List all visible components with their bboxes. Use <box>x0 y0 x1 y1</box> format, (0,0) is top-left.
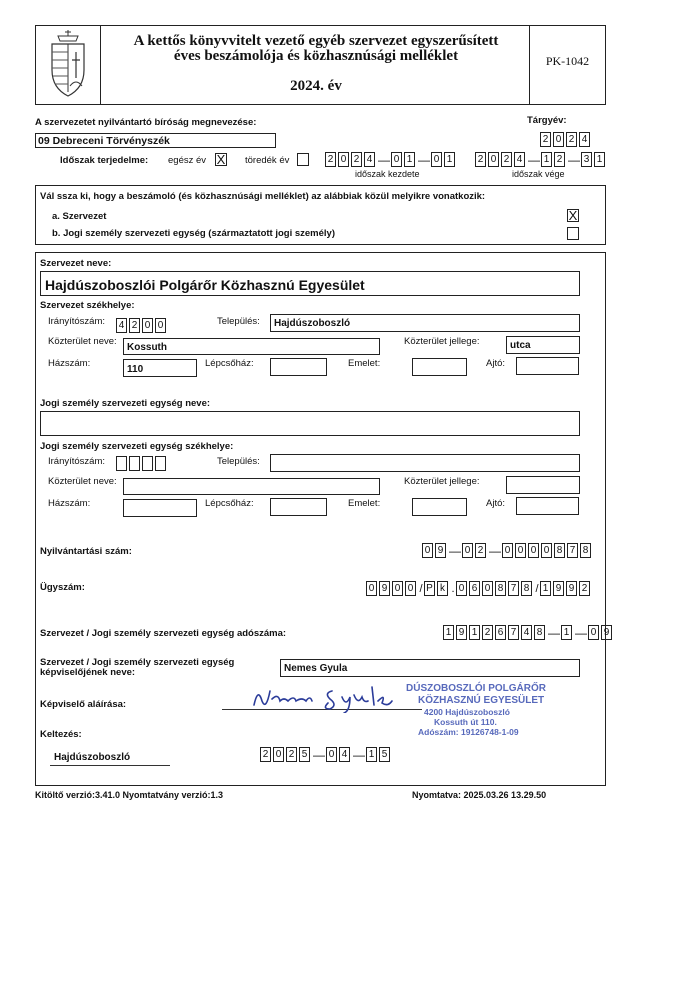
period-end-date[interactable] <box>475 152 607 167</box>
digit-cell: 0 <box>553 132 564 147</box>
print-footer: Nyomtatva: 2025.03.26 13.29.50 <box>412 790 547 800</box>
org-stair-field[interactable] <box>270 358 327 376</box>
digit-cell: 2 <box>129 318 140 333</box>
separator: / <box>419 582 423 595</box>
unit-name-field[interactable] <box>40 411 580 436</box>
org-name-field[interactable] <box>40 271 580 296</box>
digit-cell: 1 <box>561 625 572 640</box>
digit-cell: 0 <box>462 543 473 558</box>
dash-separator: — <box>528 152 540 167</box>
digit-cell: 2 <box>260 747 271 762</box>
unit-stair-field[interactable] <box>270 498 327 516</box>
digit-cell: 0 <box>456 581 467 596</box>
unit-seat-label: Jogi személy szervezeti egység székhelye: <box>40 441 234 452</box>
unit-name-label: Jogi személy szervezeti egység neve: <box>40 398 211 409</box>
representative-name-value: Nemes Gyula <box>284 663 348 674</box>
digit-cell: 9 <box>379 581 390 596</box>
dated-label: Keltezés: <box>40 729 82 740</box>
court-label: A szervezetet nyilvántartó bíróság megnevezése: <box>35 117 257 128</box>
digit-cell: 9 <box>456 625 467 640</box>
digit-cell: 4 <box>514 152 525 167</box>
digit-cell: 0 <box>326 747 337 762</box>
digit-cell: 1 <box>540 581 551 596</box>
digit-cell: 2 <box>475 152 486 167</box>
separator: . <box>451 582 455 595</box>
unit-zip-digits[interactable] <box>116 456 168 471</box>
unit-stair-label: Lépcsőház: <box>205 498 254 509</box>
org-name-value: Hajdúszoboszlói Polgárőr Közhasznú Egyesület <box>45 277 365 293</box>
representative-label-line2: képviselőjének neve: <box>40 667 136 678</box>
digit-cell: 6 <box>495 625 506 640</box>
digit-cell: 4 <box>579 132 590 147</box>
full-year-checkbox[interactable]: X <box>216 152 226 167</box>
org-house-label: Házszám: <box>48 358 91 369</box>
stamp-line3: 4200 Hajdúszoboszló <box>424 707 510 717</box>
digit-cell: 2 <box>482 625 493 640</box>
org-door-label: Ajtó: <box>486 358 506 369</box>
full-year-label: egész év <box>168 155 207 166</box>
unit-street-type-label: Közterület jellege: <box>404 476 480 487</box>
digit-cell: 2 <box>325 152 336 167</box>
org-street-type-label: Közterület jellege: <box>404 336 480 347</box>
digit-cell: 1 <box>541 152 552 167</box>
org-street-value: Kossuth <box>127 342 167 353</box>
unit-door-field[interactable] <box>516 497 579 515</box>
org-zip-digits[interactable] <box>116 318 168 333</box>
org-seat-label: Szervezet székhelye: <box>40 300 135 311</box>
digit-cell: 9 <box>553 581 564 596</box>
dash-separator: — <box>548 625 560 640</box>
org-street-type-field[interactable] <box>506 336 580 354</box>
option-b-label: b. Jogi személy szervezeti egység (származtatott jogi személy) <box>52 228 335 239</box>
dated-place: Hajdúszoboszló <box>54 752 131 763</box>
partial-year-checkbox[interactable] <box>297 153 309 166</box>
digit-cell: 2 <box>286 747 297 762</box>
org-city-label: Település: <box>217 316 260 327</box>
digit-cell: 2 <box>540 132 551 147</box>
dash-separator: — <box>449 543 461 558</box>
digit-cell <box>142 456 153 471</box>
digit-cell <box>155 456 166 471</box>
digit-cell: 0 <box>392 581 403 596</box>
digit-cell: 0 <box>528 543 539 558</box>
period-label: Időszak terjedelme: <box>60 155 149 166</box>
case-number-label: Ügyszám: <box>40 582 85 593</box>
selection-box <box>35 185 606 245</box>
org-city-field[interactable] <box>270 314 580 332</box>
digit-cell: 9 <box>601 625 612 640</box>
unit-city-label: Település: <box>217 456 260 467</box>
digit-cell: 2 <box>579 581 590 596</box>
digit-cell: 1 <box>366 747 377 762</box>
org-street-field[interactable] <box>123 338 380 355</box>
unit-house-field[interactable] <box>123 499 197 517</box>
digit-cell: 0 <box>405 581 416 596</box>
dash-separator: — <box>418 152 430 167</box>
target-year-label: Tárgyév: <box>527 115 567 126</box>
partial-year-label: töredék év <box>245 155 290 166</box>
organization-stamp <box>388 683 588 743</box>
digit-cell: 7 <box>567 543 578 558</box>
digit-cell: 0 <box>515 543 526 558</box>
unit-city-field[interactable] <box>270 454 580 472</box>
org-floor-label: Emelet: <box>348 358 381 369</box>
digit-cell: 2 <box>566 132 577 147</box>
digit-cell: 6 <box>469 581 480 596</box>
case-number[interactable] <box>366 581 592 596</box>
option-b-checkbox[interactable] <box>567 227 579 240</box>
digit-cell: 0 <box>391 152 402 167</box>
digit-cell: 5 <box>379 747 390 762</box>
digit-cell <box>129 456 140 471</box>
option-a-checkbox[interactable]: X <box>568 208 578 223</box>
form-year: 2024. év <box>290 78 342 94</box>
digit-cell: 0 <box>273 747 284 762</box>
form-title-line1: A kettős könyvvitelt vezető egyéb szervezet egyszerűsített <box>133 33 499 49</box>
org-name-label: Szervezet neve: <box>40 258 112 269</box>
court-value: 09 Debreceni Törvényszék <box>38 135 170 147</box>
digit-cell: 0 <box>155 318 166 333</box>
org-house-field[interactable] <box>123 359 197 377</box>
digit-cell: 2 <box>501 152 512 167</box>
digit-cell: 0 <box>502 543 513 558</box>
form-title-line2: éves beszámolója és közhasznúsági melléklet <box>173 48 459 64</box>
digit-cell: 1 <box>594 152 605 167</box>
unit-floor-field[interactable] <box>412 498 467 516</box>
dash-separator: — <box>489 543 501 558</box>
option-a-label: a. Szervezet <box>52 211 107 222</box>
target-year-digits[interactable] <box>540 132 592 147</box>
stamp-line5: Adószám: 19126748-1-09 <box>418 727 519 737</box>
stamp-line2: KÖZHASZNÚ EGYESÜLET <box>418 695 545 706</box>
period-start-date[interactable] <box>325 152 457 167</box>
digit-cell: k <box>437 581 448 596</box>
org-street-type-value: utca <box>510 340 531 351</box>
version-footer: Kitöltő verzió:3.41.0 Nyomtatvány verzió:1.3 <box>35 790 224 800</box>
org-city-value: Hajdúszoboszló <box>274 318 351 329</box>
tax-number[interactable] <box>443 625 614 640</box>
org-floor-field[interactable] <box>412 358 467 376</box>
separator: / <box>535 582 539 595</box>
digit-cell: 1 <box>469 625 480 640</box>
header-box <box>35 25 606 105</box>
digit-cell: 0 <box>541 543 552 558</box>
digit-cell: 0 <box>338 152 349 167</box>
digit-cell: 7 <box>508 581 519 596</box>
representative-label-line1: Szervezet / Jogi személy szervezeti egység <box>40 657 235 668</box>
registration-label: Nyilvántartási szám: <box>40 546 132 557</box>
digit-cell: 8 <box>495 581 506 596</box>
tax-number-label: Szervezet / Jogi személy szervezeti egység adószáma: <box>40 628 287 639</box>
digit-cell: 8 <box>534 625 545 640</box>
unit-street-type-field[interactable] <box>506 476 580 494</box>
unit-zip-label: Irányítószám: <box>48 456 106 467</box>
period-start-label: időszak kezdete <box>355 169 420 179</box>
digit-cell: 9 <box>566 581 577 596</box>
org-house-value: 110 <box>127 364 144 375</box>
digit-cell: 0 <box>482 581 493 596</box>
digit-cell: 0 <box>488 152 499 167</box>
digit-cell: 0 <box>588 625 599 640</box>
digit-cell: 0 <box>366 581 377 596</box>
representative-name-field[interactable] <box>280 659 580 677</box>
dash-separator: — <box>313 747 325 762</box>
org-street-label: Közterület neve: <box>48 336 117 347</box>
form-code: PK-1042 <box>545 54 590 68</box>
court-field[interactable] <box>35 133 276 148</box>
stamp-line1: DÚSZOBOSZLÓI POLGÁRŐR <box>406 683 546 694</box>
digit-cell: 5 <box>299 747 310 762</box>
digit-cell: 4 <box>116 318 127 333</box>
dash-separator: — <box>575 625 587 640</box>
digit-cell: 4 <box>364 152 375 167</box>
digit-cell: 7 <box>508 625 519 640</box>
org-zip-label: Irányítószám: <box>48 316 106 327</box>
digit-cell: 8 <box>554 543 565 558</box>
digit-cell: 1 <box>443 625 454 640</box>
dated-place-underline <box>50 765 170 766</box>
registration-number[interactable] <box>422 543 593 558</box>
digit-cell <box>116 456 127 471</box>
digit-cell: 9 <box>435 543 446 558</box>
period-end-label: időszak vége <box>512 169 565 179</box>
signature-label: Képviselő aláírása: <box>40 699 127 710</box>
unit-street-label: Közterület neve: <box>48 476 117 487</box>
coat-of-arms-logo <box>36 26 101 104</box>
digit-cell: 1 <box>404 152 415 167</box>
digit-cell: 2 <box>475 543 486 558</box>
digit-cell: P <box>424 581 435 596</box>
digit-cell: 2 <box>351 152 362 167</box>
dated-date[interactable] <box>260 747 392 762</box>
dash-separator: — <box>378 152 390 167</box>
digit-cell: 4 <box>521 625 532 640</box>
selection-question: Vál ssza ki, hogy a beszámoló (és közhasznúsági melléklet) az alábbiak közül melyikre vonatkozik: <box>40 191 486 202</box>
digit-cell: 0 <box>431 152 442 167</box>
unit-street-field[interactable] <box>123 478 380 495</box>
dash-separator: — <box>353 747 365 762</box>
digit-cell: 4 <box>339 747 350 762</box>
unit-house-label: Házszám: <box>48 498 91 509</box>
digit-cell: 1 <box>444 152 455 167</box>
unit-floor-label: Emelet: <box>348 498 381 509</box>
digit-cell: 0 <box>422 543 433 558</box>
digit-cell: 8 <box>580 543 591 558</box>
digit-cell: 3 <box>581 152 592 167</box>
org-stair-label: Lépcsőház: <box>205 358 254 369</box>
digit-cell: 0 <box>142 318 153 333</box>
unit-door-label: Ajtó: <box>486 498 506 509</box>
dash-separator: — <box>568 152 580 167</box>
stamp-line4: Kossuth út 110. <box>434 717 497 727</box>
org-door-field[interactable] <box>516 357 579 375</box>
digit-cell: 8 <box>521 581 532 596</box>
digit-cell: 2 <box>554 152 565 167</box>
